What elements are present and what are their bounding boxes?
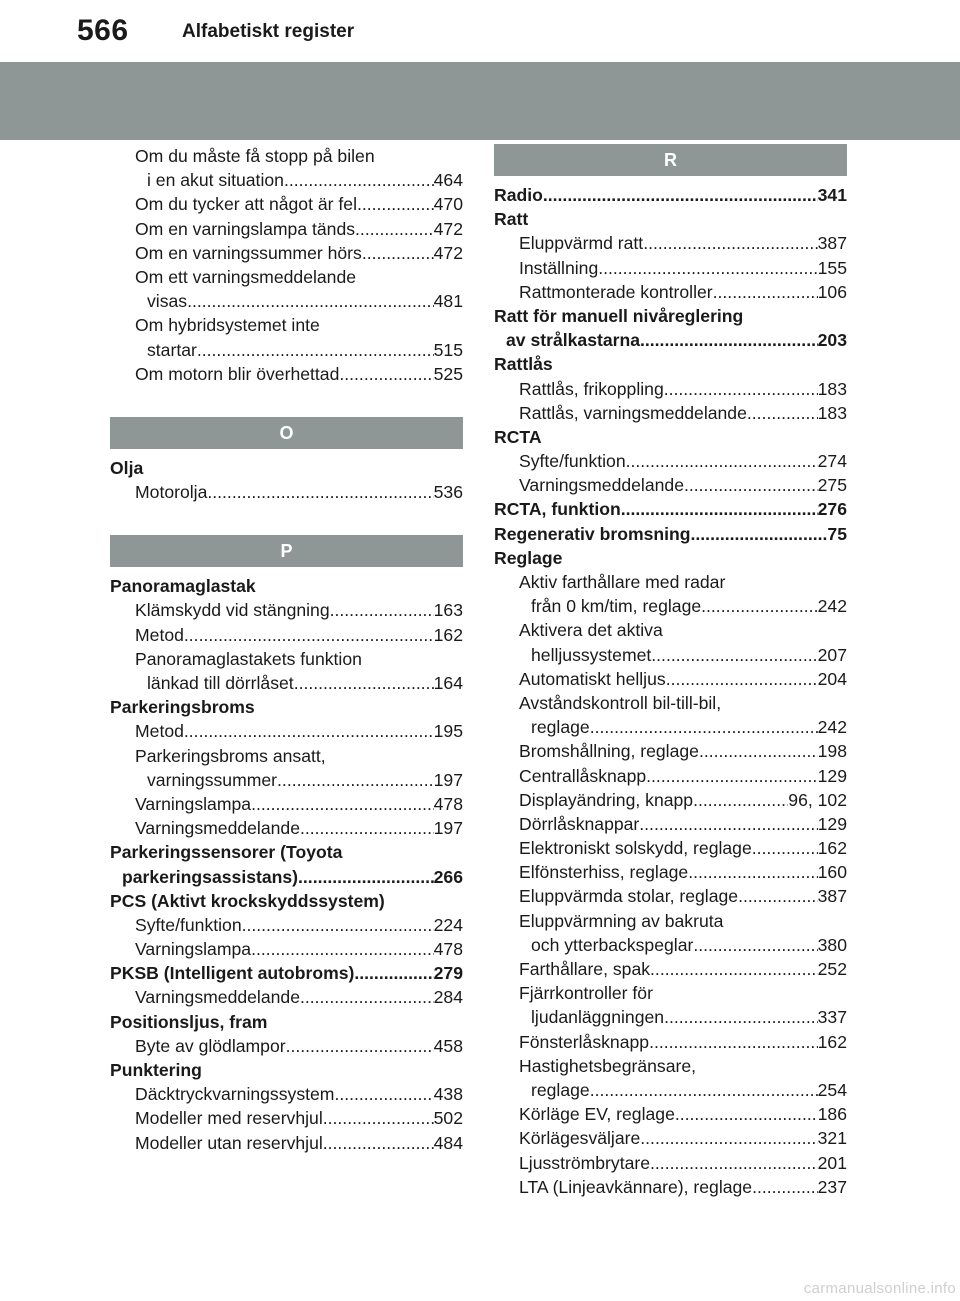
- dot-leader: [187, 289, 434, 313]
- dot-leader: [626, 449, 818, 473]
- page-ref: 201: [817, 1152, 847, 1173]
- dot-leader: [197, 338, 434, 362]
- section-gap: [494, 176, 847, 183]
- index-heading: [110, 889, 463, 913]
- entry-text: Rattlås: [494, 354, 553, 375]
- index-entry: [494, 473, 847, 497]
- dot-leader: [334, 1082, 433, 1106]
- page-ref: 207: [817, 644, 847, 665]
- entry-text: Om du måste få stopp på bilen: [135, 146, 375, 166]
- page-ref: 536: [433, 482, 463, 503]
- index-entry: [110, 362, 463, 386]
- entry-text: Rattlås, frikoppling: [519, 378, 664, 399]
- entry-text: Däcktryckvarningssystem: [135, 1084, 335, 1105]
- entry-text: Om du tycker att något är fel: [135, 194, 357, 215]
- index-entry: [494, 570, 847, 594]
- entry-text: Reglage: [494, 547, 563, 568]
- index-entry: [110, 598, 463, 622]
- index-heading: [494, 546, 847, 570]
- page-ref: 515: [433, 339, 463, 360]
- dot-leader: [362, 241, 434, 265]
- dot-leader: [650, 957, 818, 981]
- index-entry: [110, 647, 463, 671]
- entry-text: i en akut situation: [147, 170, 284, 191]
- dot-leader: [651, 643, 817, 667]
- entry-text: Ljusströmbrytare: [519, 1152, 651, 1173]
- entry-text: Eluppvärmning av bakruta: [519, 910, 724, 931]
- entry-text: Varningsmeddelande: [519, 475, 684, 496]
- section-header-p: P: [110, 535, 463, 567]
- entry-text: RCTA: [494, 426, 542, 447]
- index-entry: [110, 671, 463, 695]
- index-heading: [494, 304, 847, 328]
- index-entry: [110, 1034, 463, 1058]
- page-ref: 481: [433, 291, 463, 312]
- page-ref: 478: [433, 793, 463, 814]
- page-header: [0, 0, 960, 56]
- entry-text: LTA (Linjeavkännare), reglage: [519, 1176, 753, 1197]
- index-entry: [494, 909, 847, 933]
- dot-leader: [649, 1030, 818, 1054]
- dot-leader: [699, 739, 818, 763]
- index-entry: [494, 764, 847, 788]
- index-column-right: [494, 144, 847, 1199]
- index-entry: [110, 144, 463, 168]
- page-ref: 387: [817, 886, 847, 907]
- index-entry: [110, 1106, 463, 1130]
- index-entry: [494, 328, 847, 352]
- index-entry: [494, 981, 847, 1005]
- dot-leader: [693, 933, 817, 957]
- index-entry: [494, 1054, 847, 1078]
- index-heading: [494, 497, 847, 521]
- index-entry: [494, 1126, 847, 1150]
- page-ref: 274: [817, 451, 847, 472]
- entry-text: Displayändring, knapp: [519, 789, 694, 810]
- dot-leader: [666, 667, 818, 691]
- page-ref: 203: [817, 330, 847, 351]
- dot-leader: [693, 788, 788, 812]
- page-ref: 96, 102: [788, 789, 847, 810]
- index-entry: [110, 192, 463, 216]
- entry-text: Syfte/funktion: [135, 914, 242, 935]
- page-ref: 237: [817, 1176, 847, 1197]
- dot-leader: [646, 764, 817, 788]
- entry-text: Om motorn blir överhettad: [135, 363, 340, 384]
- entry-text: Regenerativ bromsning: [494, 523, 691, 544]
- entry-text: Rattlås, varningsmeddelande: [519, 402, 747, 423]
- dot-leader: [242, 913, 434, 937]
- dot-leader: [330, 598, 434, 622]
- index-entry: [494, 1078, 847, 1102]
- index-entry: [494, 280, 847, 304]
- index-entry: [110, 865, 463, 889]
- entry-text: ljudanläggningen: [531, 1007, 665, 1028]
- index-entry: [110, 744, 463, 768]
- entry-text: Panoramaglastak: [110, 576, 256, 597]
- index-entry: [494, 739, 847, 763]
- section-gap: [110, 567, 463, 574]
- entry-text: Automatiskt helljus: [519, 668, 666, 689]
- page-ref: 254: [817, 1079, 847, 1100]
- entry-text: Panoramaglastakets funktion: [135, 648, 362, 669]
- entry-text: Syfte/funktion: [519, 451, 626, 472]
- page-ref: 198: [817, 741, 847, 762]
- entry-text: Varningslampa: [135, 939, 252, 960]
- index-entry: [110, 623, 463, 647]
- entry-text: Punktering: [110, 1060, 202, 1080]
- index-heading: [110, 840, 463, 864]
- entry-text: Olja: [110, 457, 144, 478]
- index-entry: [494, 1175, 847, 1199]
- index-heading: [110, 574, 463, 598]
- entry-text: Hastighetsbegränsare,: [519, 1055, 697, 1076]
- index-entry: [110, 338, 463, 362]
- index-entry: [494, 643, 847, 667]
- entry-text: Elektroniskt solskydd, reglage: [519, 838, 752, 859]
- entry-text: PCS (Aktivt krockskyddssystem): [110, 890, 385, 911]
- entry-text: varningssummer: [147, 769, 278, 790]
- index-entry: [110, 265, 463, 289]
- dot-leader: [664, 1005, 818, 1029]
- index-entry: [494, 231, 847, 255]
- index-entry: [494, 1151, 847, 1175]
- section-header-r: R: [494, 144, 847, 176]
- entry-text: Körlägesväljare: [519, 1128, 641, 1149]
- page-ref: 242: [817, 717, 847, 738]
- entry-text: Parkeringssensorer (Toyota: [110, 842, 343, 863]
- page-ref: 266: [433, 866, 463, 887]
- entry-text: Positionsljus, fram: [110, 1011, 268, 1032]
- entry-text: parkeringsassistans): [122, 866, 299, 887]
- index-entry: [494, 788, 847, 812]
- index-entry: [494, 377, 847, 401]
- page-ref: 183: [817, 402, 847, 423]
- dot-leader: [357, 192, 434, 216]
- entry-text: Modeller med reservhjul: [135, 1108, 323, 1129]
- index-entry: [494, 691, 847, 715]
- dot-leader: [650, 1151, 818, 1175]
- page-ref: 197: [433, 769, 463, 790]
- page-ref: 380: [817, 934, 847, 955]
- dot-leader: [298, 865, 434, 889]
- page-ref: 337: [817, 1007, 847, 1028]
- entry-text: RCTA, funktion: [494, 499, 621, 520]
- page-ref: 502: [433, 1108, 463, 1129]
- entry-text: Eluppvärmd ratt: [519, 233, 644, 254]
- page-ref: 525: [433, 363, 463, 384]
- index-entry: [494, 1030, 847, 1054]
- page-ref: 164: [433, 673, 463, 693]
- dot-leader: [738, 884, 818, 908]
- entry-text: och ytterbackspeglar: [531, 934, 694, 955]
- dot-leader: [643, 231, 817, 255]
- dot-leader: [284, 168, 434, 192]
- entry-text: Varningslampa: [135, 793, 252, 814]
- index-heading: [494, 183, 847, 207]
- entry-text: startar: [147, 339, 197, 360]
- index-entry: [110, 1082, 463, 1106]
- index-entry: [494, 256, 847, 280]
- dot-leader: [688, 860, 817, 884]
- index-entry: [110, 1131, 463, 1155]
- dot-leader: [752, 836, 818, 860]
- entry-text: av strålkastarna: [506, 330, 640, 351]
- index-entry: [494, 836, 847, 860]
- entry-text: Aktivera det aktiva: [519, 620, 663, 641]
- dot-leader: [621, 497, 818, 521]
- index-entry: [494, 812, 847, 836]
- page-ref: 160: [817, 862, 847, 883]
- entry-text: Inställning: [519, 257, 599, 278]
- dot-leader: [300, 985, 434, 1009]
- index-entry: [110, 480, 463, 504]
- index-entry: [494, 401, 847, 425]
- index-column-left: [110, 144, 463, 1155]
- dot-leader: [590, 1078, 818, 1102]
- page-ref: 106: [817, 281, 847, 302]
- index-entry: [110, 937, 463, 961]
- page-number: 566: [77, 14, 129, 47]
- dot-leader: [691, 522, 828, 546]
- index-entry: [110, 719, 463, 743]
- page-ref: 484: [433, 1132, 463, 1153]
- page-ref: 275: [817, 475, 847, 496]
- entry-text: Modeller utan reservhjul: [135, 1132, 323, 1153]
- dot-leader: [684, 473, 818, 497]
- entry-text: PKSB (Intelligent autobroms): [110, 963, 355, 984]
- index-entry: [494, 1102, 847, 1126]
- dot-leader: [713, 280, 818, 304]
- entry-text: Klämskydd vid stängning: [135, 600, 330, 621]
- index-entry: [110, 985, 463, 1009]
- index-entry: [494, 667, 847, 691]
- dot-leader: [598, 256, 817, 280]
- dot-leader: [640, 328, 818, 352]
- index-entry: [494, 884, 847, 908]
- dot-leader: [251, 792, 434, 816]
- entry-text: Varningsmeddelande: [135, 987, 300, 1008]
- entry-text: reglage: [531, 717, 590, 738]
- entry-text: Farthållare, spak: [519, 959, 651, 979]
- dot-leader: [277, 768, 434, 792]
- entry-text: Bromshållning, reglage: [519, 741, 699, 762]
- dot-leader: [701, 594, 818, 618]
- page-ref: 321: [817, 1128, 847, 1149]
- index-entry: [494, 957, 847, 981]
- entry-text: Körläge EV, reglage: [519, 1104, 675, 1125]
- entry-text: helljussystemet: [531, 644, 652, 665]
- dot-leader: [747, 401, 818, 425]
- index-entry: [110, 313, 463, 337]
- watermark: carmanualsonline.info: [803, 1280, 956, 1297]
- index-entry: [110, 217, 463, 241]
- page-ref: 472: [433, 242, 463, 263]
- dot-leader: [207, 480, 433, 504]
- page-ref: 129: [817, 765, 847, 786]
- entry-text: Om en varningslampa tänds: [135, 218, 356, 239]
- index-heading: [494, 352, 847, 376]
- index-heading: [110, 1058, 463, 1082]
- section-gap: [110, 449, 463, 456]
- entry-text: från 0 km/tim, reglage: [531, 596, 702, 617]
- index-entry: [110, 768, 463, 792]
- entry-text: Elfönsterhiss, reglage: [519, 862, 689, 883]
- page-ref: 478: [433, 939, 463, 960]
- index-entry: [494, 715, 847, 739]
- index-heading: [494, 207, 847, 231]
- page-ref: 183: [817, 378, 847, 399]
- page-ref: 155: [817, 257, 847, 278]
- page-ref: 464: [433, 170, 463, 191]
- index-entry: [494, 1005, 847, 1029]
- entry-text: Ratt: [494, 209, 529, 230]
- section-gap: [110, 386, 463, 417]
- page-ref: 163: [433, 600, 463, 621]
- index-entry: [110, 289, 463, 313]
- page-ref: 387: [817, 233, 847, 254]
- page-ref: 470: [433, 194, 463, 215]
- entry-text: Dörrlåsknappar: [519, 813, 640, 834]
- page-ref: 224: [433, 914, 463, 935]
- dot-leader: [184, 623, 434, 647]
- entry-text: reglage: [531, 1079, 590, 1100]
- dot-leader: [543, 183, 818, 207]
- page-ref: 341: [817, 185, 847, 205]
- page-ref: 162: [433, 624, 463, 645]
- dot-leader: [354, 961, 433, 985]
- entry-text: Eluppvärmda stolar, reglage: [519, 886, 739, 907]
- entry-text: Centrallåsknapp: [519, 765, 647, 786]
- page-ref: 458: [433, 1035, 463, 1056]
- page-ref: 252: [817, 959, 847, 979]
- page-ref: 162: [817, 1031, 847, 1052]
- index-heading: [110, 1010, 463, 1034]
- page-ref: 279: [433, 963, 463, 984]
- page-ref: 472: [433, 218, 463, 239]
- entry-text: Aktiv farthållare med radar: [519, 572, 726, 592]
- dot-leader: [286, 1034, 434, 1058]
- dot-leader: [675, 1102, 818, 1126]
- entry-text: Varningsmeddelande: [135, 818, 300, 839]
- entry-text: Metod: [135, 624, 184, 645]
- index-entry: [494, 933, 847, 957]
- section-gap: [110, 504, 463, 535]
- index-entry: [110, 241, 463, 265]
- entry-text: Parkeringsbroms ansatt,: [135, 745, 326, 766]
- index-entry: [494, 449, 847, 473]
- entry-text: visas: [147, 291, 188, 312]
- dot-leader: [590, 715, 818, 739]
- dot-leader: [300, 816, 434, 840]
- index-entry: [110, 816, 463, 840]
- page-ref: 197: [433, 818, 463, 839]
- dot-leader: [294, 671, 434, 695]
- dot-leader: [640, 1126, 817, 1150]
- dot-leader: [323, 1131, 434, 1155]
- index-entry: [110, 792, 463, 816]
- index-heading: [110, 456, 463, 480]
- entry-text: Byte av glödlampor: [135, 1035, 286, 1056]
- index-heading: [494, 425, 847, 449]
- page-ref: 276: [817, 499, 847, 520]
- index-entry: [110, 913, 463, 937]
- dot-leader: [184, 719, 434, 743]
- entry-text: Om ett varningsmeddelande: [135, 266, 357, 287]
- page-ref: 75: [827, 523, 847, 544]
- dot-leader: [639, 812, 817, 836]
- entry-text: Fönsterlåsknapp: [519, 1031, 650, 1052]
- page-ref: 186: [817, 1104, 847, 1125]
- dot-leader: [251, 937, 434, 961]
- page-ref: 242: [817, 596, 847, 617]
- entry-text: Avståndskontroll bil-till-bil,: [519, 692, 722, 713]
- page-title: Alfabetiskt register: [182, 21, 355, 42]
- entry-text: Ratt för manuell nivåreglering: [494, 305, 744, 326]
- entry-text: Rattmonterade kontroller: [519, 281, 713, 302]
- entry-text: Om en varningssummer hörs: [135, 242, 362, 263]
- entry-text: länkad till dörrlåset: [147, 673, 294, 693]
- header-band: [0, 62, 960, 140]
- index-entry: [494, 594, 847, 618]
- entry-text: Parkeringsbroms: [110, 697, 255, 718]
- dot-leader: [664, 377, 818, 401]
- entry-text: Motorolja: [135, 482, 208, 503]
- dot-leader: [355, 217, 434, 241]
- page-ref: 162: [817, 838, 847, 859]
- entry-text: Metod: [135, 721, 184, 742]
- dot-leader: [323, 1106, 434, 1130]
- index-entry: [494, 618, 847, 642]
- entry-text: Fjärrkontroller för: [519, 983, 653, 1004]
- page-ref: 195: [433, 721, 463, 742]
- page-ref: 284: [433, 987, 463, 1008]
- index-heading: [110, 961, 463, 985]
- index-heading: [494, 522, 847, 546]
- dot-leader: [752, 1175, 818, 1199]
- page-ref: 129: [817, 813, 847, 834]
- index-heading: [110, 695, 463, 719]
- entry-text: Om hybridsystemet inte: [135, 315, 320, 336]
- page-ref: 438: [433, 1084, 463, 1105]
- index-entry: [494, 860, 847, 884]
- entry-text: Radio: [494, 185, 543, 205]
- section-header-o: O: [110, 417, 463, 449]
- dot-leader: [339, 362, 433, 386]
- page-ref: 204: [817, 668, 847, 689]
- index-entry: [110, 168, 463, 192]
